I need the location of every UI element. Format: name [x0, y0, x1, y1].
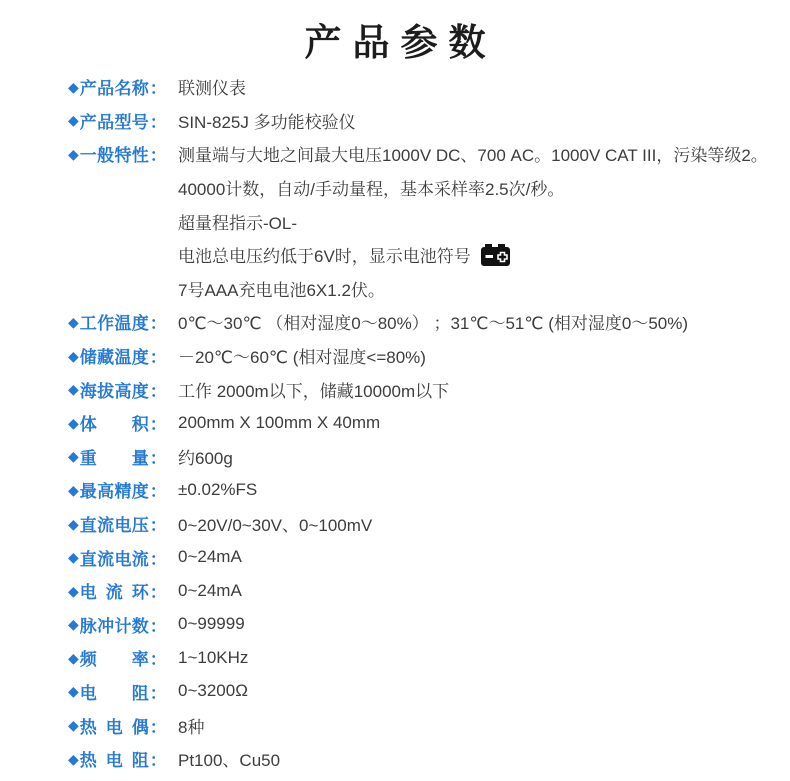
diamond-bullet-icon: ◆ — [68, 481, 79, 498]
spec-label-colon: ： — [149, 650, 167, 670]
spec-row — [68, 137, 774, 171]
spec-label-colon: ： — [149, 482, 167, 502]
spec-label-group — [68, 343, 169, 368]
spec-label: 工作温度 — [79, 314, 149, 334]
spec-value: 约600g — [178, 448, 233, 468]
spec-label-colon: ： — [149, 549, 167, 569]
spec-label-group — [68, 309, 169, 334]
spec-label-group — [68, 679, 169, 704]
spec-row — [68, 675, 774, 709]
diamond-bullet-icon: ◆ — [68, 549, 79, 566]
spec-label-colon: ： — [149, 348, 167, 368]
spec-label-colon: ： — [149, 381, 167, 401]
spec-value: 测量端与大地之间最大电压1000V DC、700 AC。1000V CAT III，污染等级2。 — [178, 146, 768, 166]
spec-label: 脉冲计数 — [79, 616, 149, 636]
spec-label-group — [68, 645, 169, 670]
spec-label: 产品名称 — [79, 79, 149, 99]
diamond-bullet-icon: ◆ — [68, 649, 79, 666]
spec-label-colon: ： — [149, 146, 167, 166]
spec-value: Pt100、Cu50 — [178, 751, 281, 771]
spec-label-group — [68, 612, 169, 637]
spec-value: 0~99999 — [178, 614, 245, 634]
spec-value: 1~10KHz — [178, 647, 249, 667]
diamond-bullet-icon: ◆ — [68, 717, 79, 734]
spec-value: 超量程指示-OL- — [178, 213, 297, 233]
spec-row — [68, 708, 774, 742]
spec-continuation-row — [68, 204, 774, 238]
spec-label-colon: ： — [149, 717, 167, 737]
spec-value: 40000计数，自动/手动量程，基本采样率2.5次/秒。 — [178, 180, 565, 200]
spec-continuation-row — [68, 272, 774, 306]
spec-value: 电池总电压约低于6V时，显示电池符号 — [178, 247, 471, 267]
spec-row — [68, 372, 774, 406]
spec-label-colon: ： — [149, 751, 167, 771]
diamond-bullet-icon: ◆ — [68, 347, 79, 364]
spec-label: 重量 — [79, 448, 149, 468]
spec-label-group — [68, 477, 169, 502]
spec-label-colon: ： — [149, 314, 167, 334]
spec-label: 储藏温度 — [79, 348, 149, 368]
diamond-bullet-icon: ◆ — [68, 414, 79, 431]
spec-value: －20℃～60℃ (相对湿度<=80%) — [178, 348, 426, 368]
spec-value: 工作 2000m以下，储藏10000m以下 — [178, 381, 450, 401]
spec-label: 产品型号 — [79, 112, 149, 132]
spec-row — [68, 742, 774, 776]
spec-label: 海拔高度 — [79, 381, 149, 401]
spec-label: 电阻 — [79, 683, 149, 703]
spec-value: 0~20V/0~30V、0~100mV — [178, 516, 373, 536]
spec-label: 最高精度 — [79, 482, 149, 502]
spec-row — [68, 440, 774, 474]
diamond-bullet-icon: ◆ — [68, 313, 79, 330]
spec-value: 7号AAA充电电池6X1.2伏。 — [178, 280, 385, 300]
spec-label-group — [68, 74, 169, 99]
spec-label-group — [68, 108, 169, 133]
spec-row — [68, 574, 774, 608]
spec-label-colon: ： — [149, 79, 167, 99]
spec-label: 直流电流 — [79, 549, 149, 569]
spec-label: 体积 — [79, 415, 149, 435]
spec-label-colon: ： — [149, 112, 167, 132]
diamond-bullet-icon: ◆ — [68, 145, 79, 162]
spec-label-group — [68, 746, 169, 771]
diamond-bullet-icon: ◆ — [68, 582, 79, 599]
spec-label: 电流环 — [79, 583, 149, 603]
spec-label: 直流电压 — [79, 516, 149, 536]
spec-label-colon: ： — [149, 616, 167, 636]
spec-label-group — [68, 377, 169, 402]
spec-value: 200mm X 100mm X 40mm — [178, 412, 381, 432]
spec-label-group — [68, 410, 169, 435]
spec-label: 频率 — [79, 650, 149, 670]
spec-row — [68, 70, 774, 104]
spec-value: 0~24mA — [178, 547, 242, 567]
spec-value: 8种 — [178, 717, 205, 737]
spec-list — [0, 70, 790, 775]
spec-continuation-row — [68, 238, 774, 272]
spec-value: 联测仪表 — [178, 79, 246, 99]
diamond-bullet-icon: ◆ — [68, 448, 79, 465]
spec-value: ±0.02%FS — [178, 479, 258, 499]
spec-label: 一般特性 — [79, 146, 149, 166]
spec-row — [68, 406, 774, 440]
spec-label: 热电阻 — [79, 751, 149, 771]
spec-label-group — [68, 578, 169, 603]
diamond-bullet-icon: ◆ — [68, 750, 79, 767]
spec-row — [68, 608, 774, 642]
spec-label-group — [68, 141, 169, 166]
spec-row — [68, 641, 774, 675]
spec-value: SIN-825J 多功能校验仪 — [178, 112, 356, 132]
spec-value: 0~3200Ω — [178, 681, 248, 701]
diamond-bullet-icon: ◆ — [68, 112, 79, 129]
diamond-bullet-icon: ◆ — [68, 683, 79, 700]
spec-label-group — [68, 713, 169, 738]
spec-label: 热电偶 — [79, 717, 149, 737]
page-title: 产品参数 — [304, 22, 497, 63]
spec-label-colon: ： — [149, 415, 167, 435]
spec-row — [68, 507, 774, 541]
spec-row — [68, 473, 774, 507]
diamond-bullet-icon: ◆ — [68, 616, 79, 633]
spec-label-colon: ： — [149, 583, 167, 603]
spec-label-colon: ： — [149, 683, 167, 703]
spec-label-group — [68, 545, 169, 570]
spec-label-group — [68, 511, 169, 536]
spec-label-group — [68, 444, 169, 469]
diamond-bullet-icon: ◆ — [68, 381, 79, 398]
spec-row — [68, 339, 774, 373]
spec-value: 0℃～30℃ （相对湿度0～80%） ；31℃～51℃ (相对湿度0～50%) — [178, 314, 688, 334]
diamond-bullet-icon: ◆ — [68, 78, 79, 95]
spec-label-colon: ： — [149, 516, 167, 536]
spec-row — [68, 540, 774, 574]
spec-row — [68, 305, 774, 339]
spec-value: 0~24mA — [178, 580, 242, 600]
diamond-bullet-icon: ◆ — [68, 515, 79, 532]
battery-low-icon — [481, 244, 510, 266]
spec-row — [68, 104, 774, 138]
spec-continuation-row — [68, 171, 774, 205]
spec-label-colon: ： — [149, 448, 167, 468]
